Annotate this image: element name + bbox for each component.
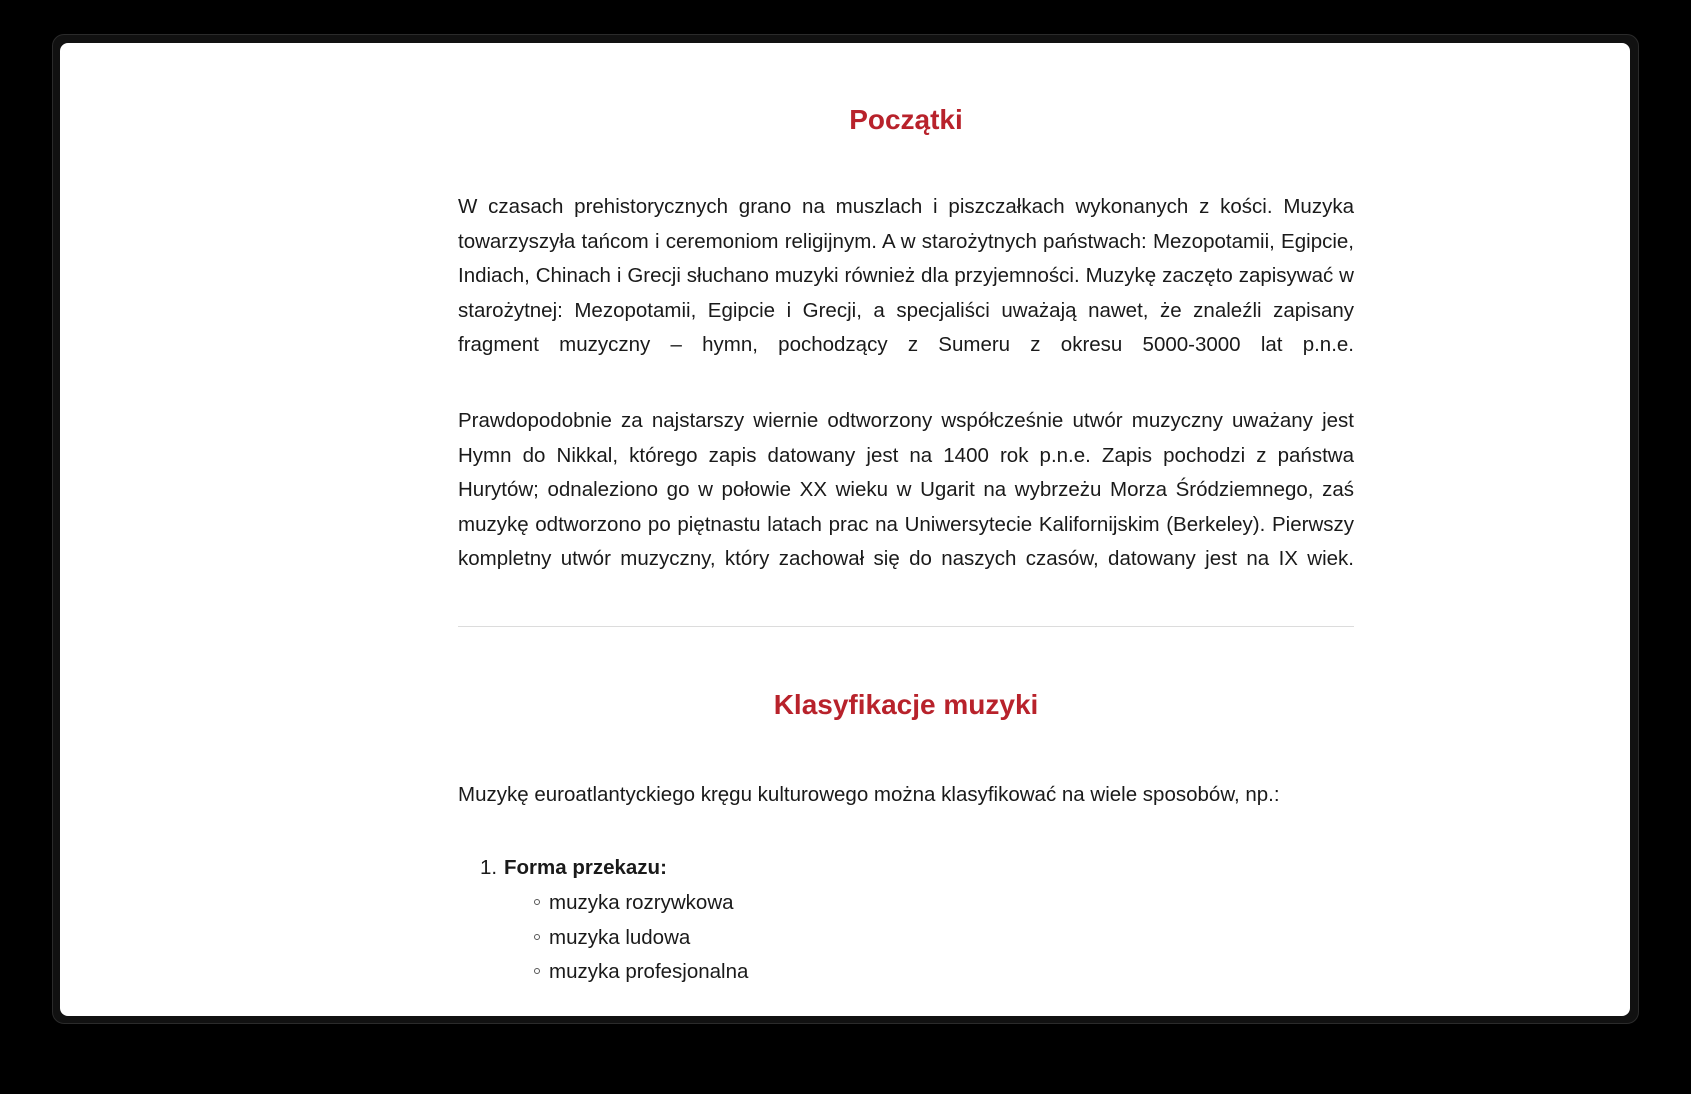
section-divider: [458, 626, 1354, 627]
document-page: [60, 43, 1630, 1016]
sub-list-item-text: muzyka ludowa: [549, 925, 691, 949]
circle-bullet-icon: [534, 934, 540, 940]
list-item: [458, 851, 1354, 886]
sub-list-item-text: muzyka rozrywkowa: [549, 891, 734, 914]
list-item-title: Forma przekazu:: [504, 856, 667, 879]
sub-list-item: [458, 886, 1354, 921]
section-heading-klasyfikacje: Klasyfikacje muzyki: [773, 689, 1039, 720]
paragraph-prehistory: W czasach prehistorycznych grano na muszlach i piszczałkach wykonanych z kości. Muzyka towarzyszyła tańcom i ceremoniom religijnym. A w starożytnych państwach: Mezopotamii, Egipcie, Indiach, Chinach i Grecji słuchano muzyki również dla przyjemności. Muzykę zaczęto zapisywać w starożytnej: Mezopotamii, Egipcie i Grecji, a specjaliści uważają nawet, że znaleźli zapisany fragment muzyczny – hymn, pochodzący z Sumeru z okresu 5000-3000 lat p.n.e.: [458, 195, 1354, 357]
paragraph-classification-intro: Muzykę euroatlantyckiego kręgu kulturowego można klasyfikować na wiele sposobów, np.:: [458, 783, 1280, 806]
sub-list-item: [458, 921, 1354, 956]
classification-list: [458, 851, 1354, 990]
circle-bullet-icon: [534, 968, 540, 974]
section-heading-poczatki: Początki: [849, 104, 963, 135]
sub-list-item: [458, 955, 1354, 990]
list-item-number: 1.: [480, 856, 498, 879]
circle-bullet-icon: [534, 899, 540, 905]
paragraph-hymn-nikkal: Prawdopodobnie za najstarszy wiernie odtworzony współcześnie utwór muzyczny uważany jest Hymn do Nikkal, którego zapis datowany jest na 1400 rok p.n.e. Zapis pochodzi z państwa Hurytów; odnaleziono go w połowie XX wieku w Ugarit na wybrzeżu Morza Śródziemnego, zaś muzykę odtworzono po piętnastu latach prac na Uniwersytecie Kalifornijskim (Berkeley). Pierwszy kompletny utwór muzyczny, który zachował się do naszych czasów, datowany jest na IX wiek.: [458, 409, 1354, 571]
sub-list-item-text: muzyka profesjonalna: [549, 960, 749, 984]
